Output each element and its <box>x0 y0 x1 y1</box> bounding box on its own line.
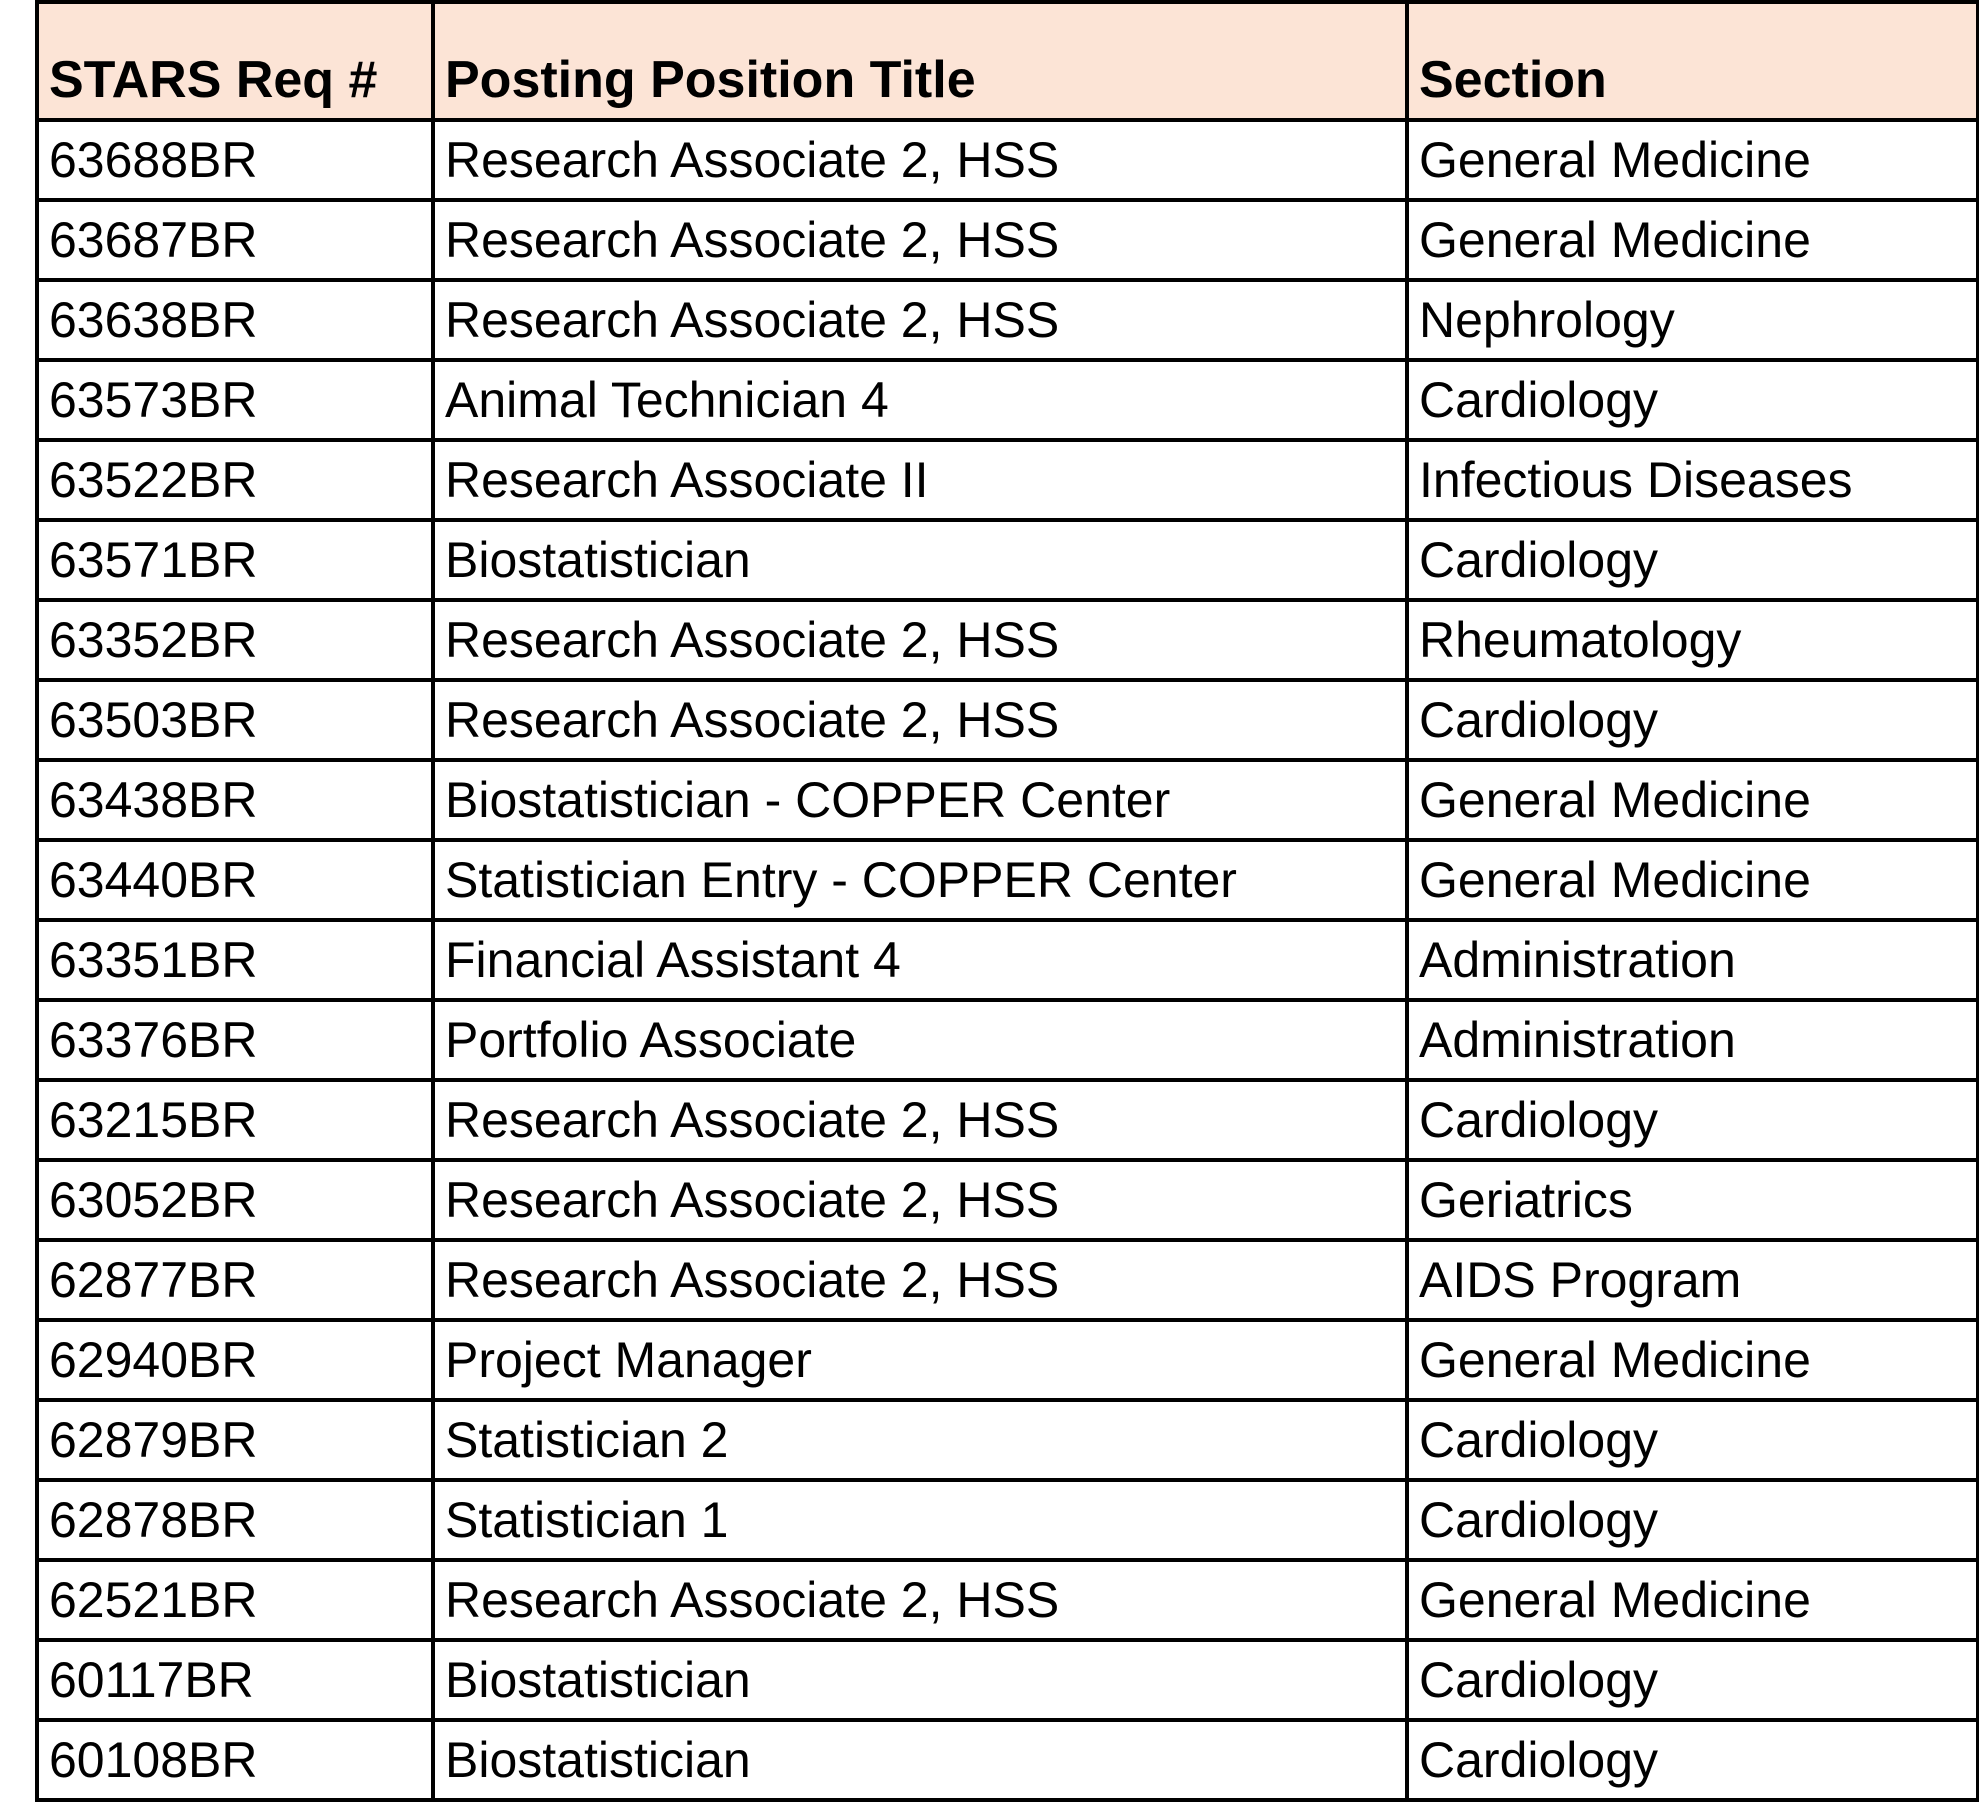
position-title-cell: Project Manager <box>433 1320 1407 1400</box>
section-cell: Rheumatology <box>1407 600 1978 680</box>
position-title-cell: Research Associate 2, HSS <box>433 1080 1407 1160</box>
table-row <box>37 1480 1978 1560</box>
req-number-cell: 63503BR <box>37 680 433 760</box>
header-section: Section <box>1407 2 1978 120</box>
table-row <box>37 1080 1978 1160</box>
section-cell: Administration <box>1407 920 1978 1000</box>
position-title-cell: Research Associate 2, HSS <box>433 1240 1407 1320</box>
table-row <box>37 1000 1978 1080</box>
table-row <box>37 440 1978 520</box>
section-cell: General Medicine <box>1407 840 1978 920</box>
section-cell: General Medicine <box>1407 760 1978 840</box>
req-number-cell: 62877BR <box>37 1240 433 1320</box>
position-title-cell: Biostatistician - COPPER Center <box>433 760 1407 840</box>
req-number-cell: 63687BR <box>37 200 433 280</box>
position-title-cell: Biostatistician <box>433 1720 1407 1800</box>
req-number-cell: 62521BR <box>37 1560 433 1640</box>
table-row <box>37 760 1978 840</box>
table-row <box>37 1240 1978 1320</box>
position-title-cell: Statistician 1 <box>433 1480 1407 1560</box>
position-title-cell: Portfolio Associate <box>433 1000 1407 1080</box>
req-number-cell: 62878BR <box>37 1480 433 1560</box>
header-position-title: Posting Position Title <box>433 2 1407 120</box>
table-row <box>37 1160 1978 1240</box>
table-row <box>37 1720 1978 1800</box>
position-title-cell: Animal Technician 4 <box>433 360 1407 440</box>
req-number-cell: 63638BR <box>37 280 433 360</box>
req-number-cell: 62940BR <box>37 1320 433 1400</box>
table-header <box>37 2 1978 120</box>
req-number-cell: 63522BR <box>37 440 433 520</box>
table-body <box>37 120 1978 1800</box>
req-number-cell: 60108BR <box>37 1720 433 1800</box>
req-number-cell: 63438BR <box>37 760 433 840</box>
section-cell: Cardiology <box>1407 1080 1978 1160</box>
section-cell: Cardiology <box>1407 680 1978 760</box>
section-cell: Cardiology <box>1407 1720 1978 1800</box>
req-number-cell: 63352BR <box>37 600 433 680</box>
section-cell: General Medicine <box>1407 1560 1978 1640</box>
position-title-cell: Biostatistician <box>433 1640 1407 1720</box>
section-cell: Cardiology <box>1407 1400 1978 1480</box>
req-number-cell: 63215BR <box>37 1080 433 1160</box>
header-req-number: STARS Req # <box>37 2 433 120</box>
position-title-cell: Research Associate 2, HSS <box>433 120 1407 200</box>
table-row <box>37 360 1978 440</box>
position-title-cell: Research Associate 2, HSS <box>433 1160 1407 1240</box>
req-number-cell: 63376BR <box>37 1000 433 1080</box>
section-cell: General Medicine <box>1407 1320 1978 1400</box>
postings-table <box>35 0 1979 1802</box>
position-title-cell: Statistician Entry - COPPER Center <box>433 840 1407 920</box>
req-number-cell: 63571BR <box>37 520 433 600</box>
section-cell: Cardiology <box>1407 360 1978 440</box>
table-row <box>37 200 1978 280</box>
section-cell: General Medicine <box>1407 200 1978 280</box>
table-row <box>37 1640 1978 1720</box>
section-cell: Nephrology <box>1407 280 1978 360</box>
req-number-cell: 63573BR <box>37 360 433 440</box>
header-row <box>37 2 1978 120</box>
table-row <box>37 1320 1978 1400</box>
position-title-cell: Research Associate 2, HSS <box>433 1560 1407 1640</box>
table-row <box>37 1400 1978 1480</box>
section-cell: General Medicine <box>1407 120 1978 200</box>
req-number-cell: 63440BR <box>37 840 433 920</box>
table-row <box>37 520 1978 600</box>
section-cell: Infectious Diseases <box>1407 440 1978 520</box>
position-title-cell: Research Associate 2, HSS <box>433 280 1407 360</box>
table-row <box>37 280 1978 360</box>
req-number-cell: 63052BR <box>37 1160 433 1240</box>
req-number-cell: 63688BR <box>37 120 433 200</box>
req-number-cell: 60117BR <box>37 1640 433 1720</box>
table-row <box>37 120 1978 200</box>
section-cell: Cardiology <box>1407 1640 1978 1720</box>
table-row <box>37 840 1978 920</box>
position-title-cell: Research Associate 2, HSS <box>433 680 1407 760</box>
position-title-cell: Statistician 2 <box>433 1400 1407 1480</box>
position-title-cell: Financial Assistant 4 <box>433 920 1407 1000</box>
position-title-cell: Research Associate 2, HSS <box>433 200 1407 280</box>
table-row <box>37 680 1978 760</box>
req-number-cell: 62879BR <box>37 1400 433 1480</box>
position-title-cell: Research Associate 2, HSS <box>433 600 1407 680</box>
table-row <box>37 920 1978 1000</box>
table-row <box>37 600 1978 680</box>
position-title-cell: Biostatistician <box>433 520 1407 600</box>
req-number-cell: 63351BR <box>37 920 433 1000</box>
section-cell: Cardiology <box>1407 520 1978 600</box>
section-cell: Cardiology <box>1407 1480 1978 1560</box>
section-cell: AIDS Program <box>1407 1240 1978 1320</box>
section-cell: Geriatrics <box>1407 1160 1978 1240</box>
section-cell: Administration <box>1407 1000 1978 1080</box>
position-title-cell: Research Associate II <box>433 440 1407 520</box>
table-row <box>37 1560 1978 1640</box>
